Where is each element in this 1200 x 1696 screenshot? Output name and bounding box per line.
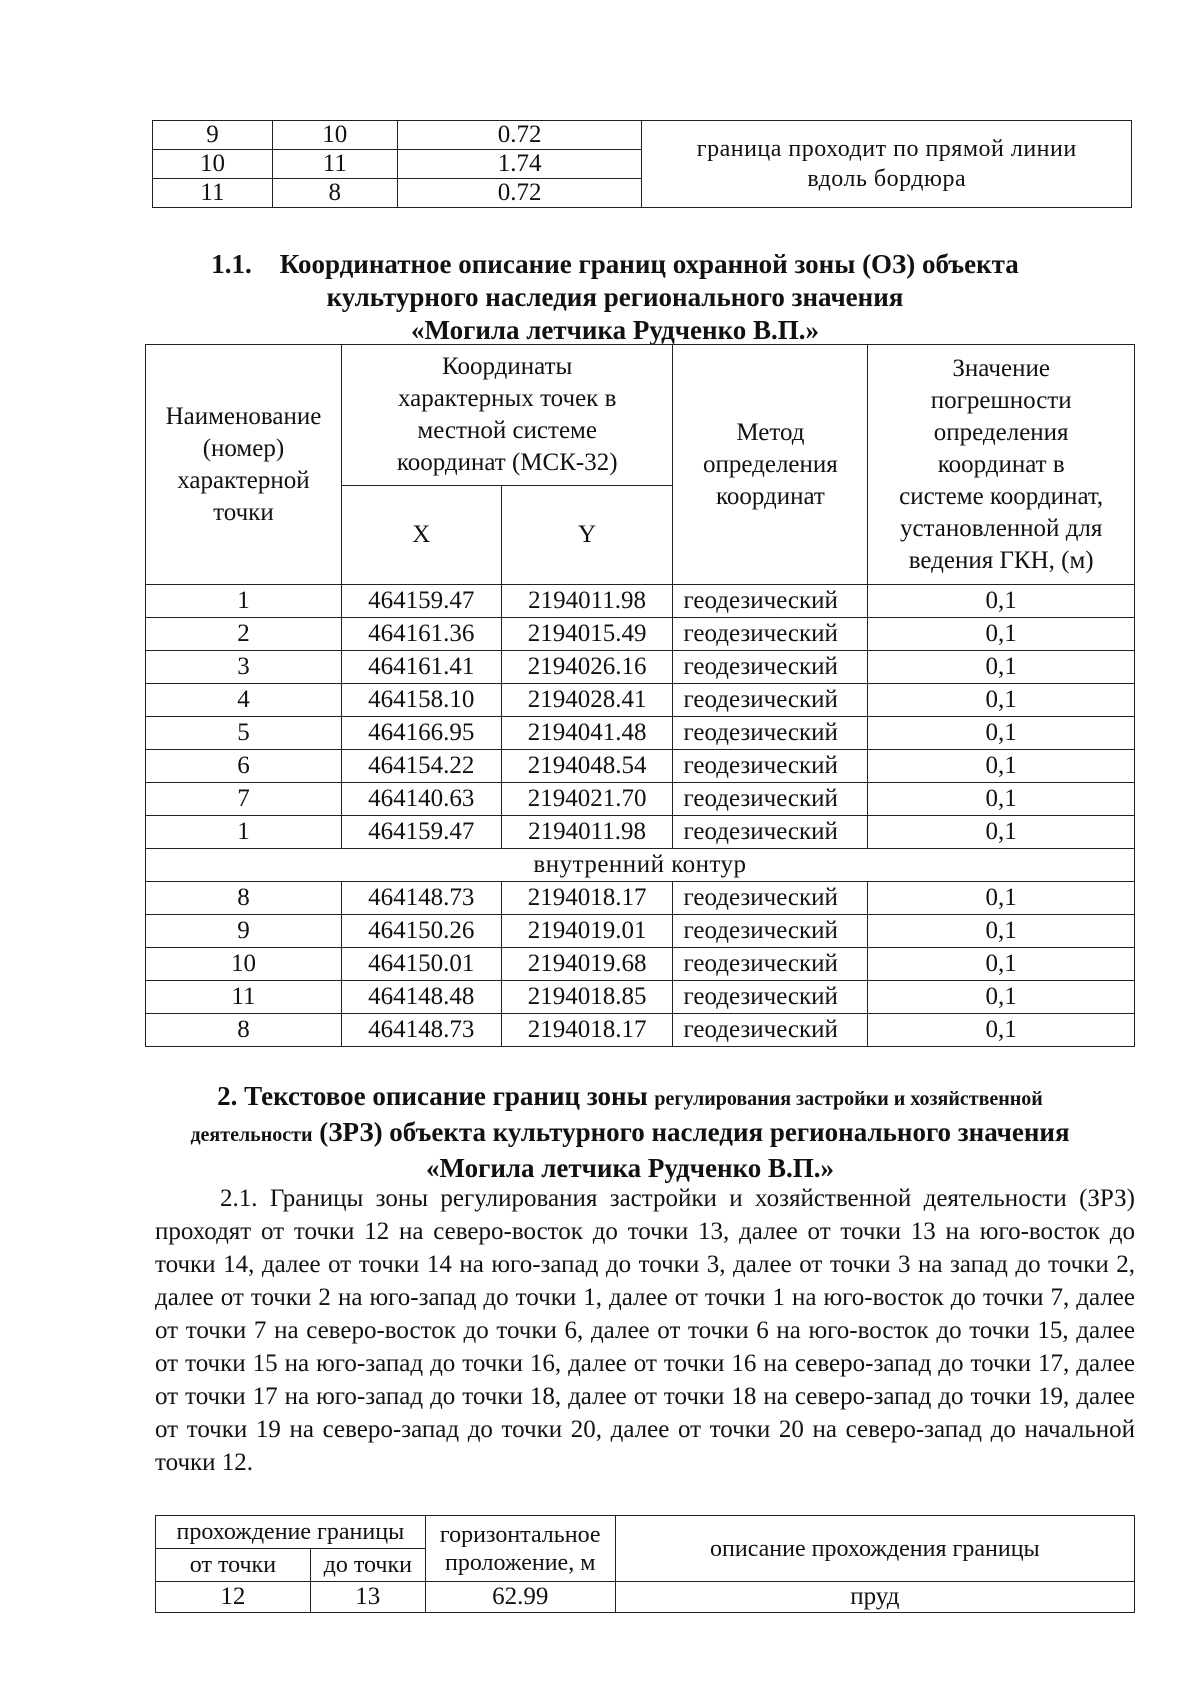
to-point-header: до точки — [310, 1549, 425, 1582]
y-coordinate-cell: 2194041.48 — [501, 717, 673, 750]
y-coordinate-cell: 2194018.85 — [501, 981, 673, 1014]
error-cell: 0,1 — [868, 750, 1135, 783]
header-line: Метод — [736, 418, 805, 446]
heading-part: (ЗРЗ) объекта культурного наследия регионального значения «Могила летчика Рудченко В.П.» — [312, 1117, 1070, 1183]
point-cell: 1 — [146, 585, 342, 618]
y-header: Y — [501, 486, 673, 585]
table-row — [146, 651, 1135, 684]
point-cell: 3 — [146, 651, 342, 684]
table-row — [146, 585, 1135, 618]
x-coordinate-cell: 464150.01 — [341, 948, 501, 981]
inner-contour-label: внутренний контур — [146, 849, 1135, 882]
error-header — [868, 345, 1135, 585]
heading-part-small: регулирования застройки и хозяйственной деятельности — [190, 1088, 1043, 1146]
method-cell: геодезический — [673, 750, 868, 783]
to-point-cell: 8 — [272, 179, 397, 208]
header-row — [146, 345, 1135, 486]
table-row — [146, 882, 1135, 915]
x-coordinate-cell: 464161.41 — [341, 651, 501, 684]
table-row — [146, 981, 1135, 1014]
header-line: точки — [213, 498, 274, 526]
zrz-boundary-table — [155, 1515, 1135, 1613]
error-cell: 0,1 — [868, 585, 1135, 618]
error-cell: 0,1 — [868, 816, 1135, 849]
horizontal-distance-header — [425, 1516, 615, 1582]
from-point-header: от точки — [156, 1549, 311, 1582]
x-header: X — [341, 486, 501, 585]
error-cell: 0,1 — [868, 915, 1135, 948]
header-line: координат — [715, 482, 825, 510]
table-row — [153, 121, 1132, 150]
y-coordinate-cell: 2194018.17 — [501, 882, 673, 915]
header-line: погрешности — [930, 386, 1072, 414]
x-coordinate-cell: 464148.73 — [341, 1014, 501, 1047]
table-row — [146, 750, 1135, 783]
point-cell: 2 — [146, 618, 342, 651]
x-coordinate-cell: 464159.47 — [341, 816, 501, 849]
y-coordinate-cell: 2194028.41 — [501, 684, 673, 717]
x-coordinate-cell: 464150.26 — [341, 915, 501, 948]
to-point-cell: 11 — [272, 150, 397, 179]
header-line: установленной для — [899, 514, 1103, 542]
from-point-cell: 11 — [153, 179, 273, 208]
point-cell: 5 — [146, 717, 342, 750]
error-cell: 0,1 — [868, 981, 1135, 1014]
method-cell: геодезический — [673, 651, 868, 684]
heading-line: Координатное описание границ охранной зоны (ОЗ) объекта — [279, 249, 1019, 279]
section-1-1-heading — [150, 248, 1080, 347]
x-coordinate-cell: 464159.47 — [341, 585, 501, 618]
method-cell: геодезический — [673, 981, 868, 1014]
x-coordinate-cell: 464154.22 — [341, 750, 501, 783]
boundary-segments-table — [152, 120, 1132, 208]
point-cell: 11 — [146, 981, 342, 1014]
x-coordinate-cell: 464161.36 — [341, 618, 501, 651]
y-coordinate-cell: 2194048.54 — [501, 750, 673, 783]
distance-cell: 0.72 — [397, 179, 642, 208]
table-row — [146, 684, 1135, 717]
header-line: характерных точек в — [397, 385, 617, 412]
heading-line: культурного наследия регионального значения — [326, 282, 904, 312]
point-cell: 10 — [146, 948, 342, 981]
from-point-cell: 12 — [156, 1582, 311, 1613]
x-coordinate-cell: 464148.73 — [341, 882, 501, 915]
inner-contour-rows — [146, 882, 1135, 1047]
header-line: Значение — [952, 354, 1050, 382]
point-cell: 9 — [146, 915, 342, 948]
heading-line: «Могила летчика Рудченко В.П.» — [410, 315, 820, 345]
header-line: определения — [933, 418, 1069, 446]
header-line: Наименование — [165, 402, 322, 430]
header-line: определения — [703, 450, 838, 478]
section-2-heading — [190, 1080, 1070, 1185]
method-cell: геодезический — [673, 585, 868, 618]
boundary-description-cell — [642, 121, 1132, 208]
point-name-header — [146, 345, 342, 585]
distance-cell: 1.74 — [397, 150, 642, 179]
table-row — [146, 618, 1135, 651]
section-number: 1.1. — [211, 249, 252, 279]
inner-contour-row — [146, 849, 1135, 882]
y-coordinate-cell: 2194018.17 — [501, 1014, 673, 1047]
x-coordinate-cell: 464148.48 — [341, 981, 501, 1014]
header-line: характерной — [177, 466, 310, 494]
y-coordinate-cell: 2194026.16 — [501, 651, 673, 684]
method-cell: геодезический — [673, 783, 868, 816]
error-cell: 0,1 — [868, 948, 1135, 981]
y-coordinate-cell: 2194015.49 — [501, 618, 673, 651]
table-row — [146, 1014, 1135, 1047]
method-cell: геодезический — [673, 717, 868, 750]
to-point-cell: 10 — [272, 121, 397, 150]
description-cell: пруд — [615, 1582, 1134, 1613]
header-line: проложение, м — [445, 1549, 596, 1576]
table-row — [146, 717, 1135, 750]
method-cell: геодезический — [673, 618, 868, 651]
coordinates-table — [145, 344, 1135, 1047]
outer-contour-rows — [146, 585, 1135, 849]
passage-header: прохождение границы — [156, 1516, 426, 1549]
error-cell: 0,1 — [868, 684, 1135, 717]
error-cell: 0,1 — [868, 783, 1135, 816]
distance-cell: 0.72 — [397, 121, 642, 150]
heading-part: 2. Текстовое описание границ зоны — [217, 1081, 655, 1111]
method-cell: геодезический — [673, 1014, 868, 1047]
table-row — [146, 948, 1135, 981]
table-row — [146, 915, 1135, 948]
x-coordinate-cell: 464140.63 — [341, 783, 501, 816]
x-coordinate-cell: 464158.10 — [341, 684, 501, 717]
y-coordinate-cell: 2194019.68 — [501, 948, 673, 981]
description-line: вдоль бордюра — [807, 166, 967, 192]
point-cell: 8 — [146, 1014, 342, 1047]
table-row — [146, 783, 1135, 816]
point-cell: 8 — [146, 882, 342, 915]
distance-cell: 62.99 — [425, 1582, 615, 1613]
point-cell: 7 — [146, 783, 342, 816]
header-line: ведения ГКН, (м) — [908, 546, 1094, 574]
y-coordinate-cell: 2194011.98 — [501, 585, 673, 618]
error-cell: 0,1 — [868, 717, 1135, 750]
method-cell: геодезический — [673, 816, 868, 849]
header-line: горизонтальное — [439, 1521, 601, 1548]
y-coordinate-cell: 2194019.01 — [501, 915, 673, 948]
table-row — [156, 1582, 1135, 1613]
point-cell: 1 — [146, 816, 342, 849]
header-line: координат в — [937, 450, 1065, 478]
method-header — [673, 345, 868, 585]
error-cell: 0,1 — [868, 618, 1135, 651]
description-line: граница проходит по прямой линии — [696, 136, 1077, 162]
to-point-cell: 13 — [310, 1582, 425, 1613]
point-cell: 6 — [146, 750, 342, 783]
header-line: системе координат, — [899, 482, 1104, 510]
table-row — [146, 816, 1135, 849]
method-cell: геодезический — [673, 882, 868, 915]
point-cell: 4 — [146, 684, 342, 717]
error-cell: 0,1 — [868, 882, 1135, 915]
coordinates-group-header — [341, 345, 673, 486]
y-coordinate-cell: 2194021.70 — [501, 783, 673, 816]
from-point-cell: 9 — [153, 121, 273, 150]
description-header: описание прохождения границы — [615, 1516, 1134, 1582]
method-cell: геодезический — [673, 684, 868, 717]
header-line: местной системе — [417, 417, 597, 444]
method-cell: геодезический — [673, 948, 868, 981]
error-cell: 0,1 — [868, 1014, 1135, 1047]
header-line: (номер) — [202, 434, 285, 462]
from-point-cell: 10 — [153, 150, 273, 179]
header-line: координат (МСК-32) — [396, 449, 618, 476]
header-line: Координаты — [442, 353, 573, 380]
error-cell: 0,1 — [868, 651, 1135, 684]
method-cell: геодезический — [673, 915, 868, 948]
header-row — [156, 1516, 1135, 1549]
section-2-1-paragraph: 2.1. Границы зоны регулирования застройки и хозяйственной деятельности (ЗРЗ) проходят от точки 12 на северо-восток до точки 13, далее от точки 13 на юго-восток до точки 14, далее от точки 14 на юго-запад до точки 3, далее от точки 3 на запад до точки 2, далее от точки 2 на юго-запад до точки 1, далее от точки 1 на юго-восток до точки 7, далее от точки 7 на северо-восток до точки 6, далее от точки 6 на юго-восток до точки 15, далее от точки 15 на юго-запад до точки 16, далее от точки 16 на северо-запад до точки 17, далее от точки 17 на юго-запад до точки 18, далее от точки 18 на северо-запад до точки 19, далее от точки 19 на северо-запад до точки 20, далее от точки 20 на северо-запад до начальной точки 12. — [155, 1185, 1135, 1476]
x-coordinate-cell: 464166.95 — [341, 717, 501, 750]
y-coordinate-cell: 2194011.98 — [501, 816, 673, 849]
